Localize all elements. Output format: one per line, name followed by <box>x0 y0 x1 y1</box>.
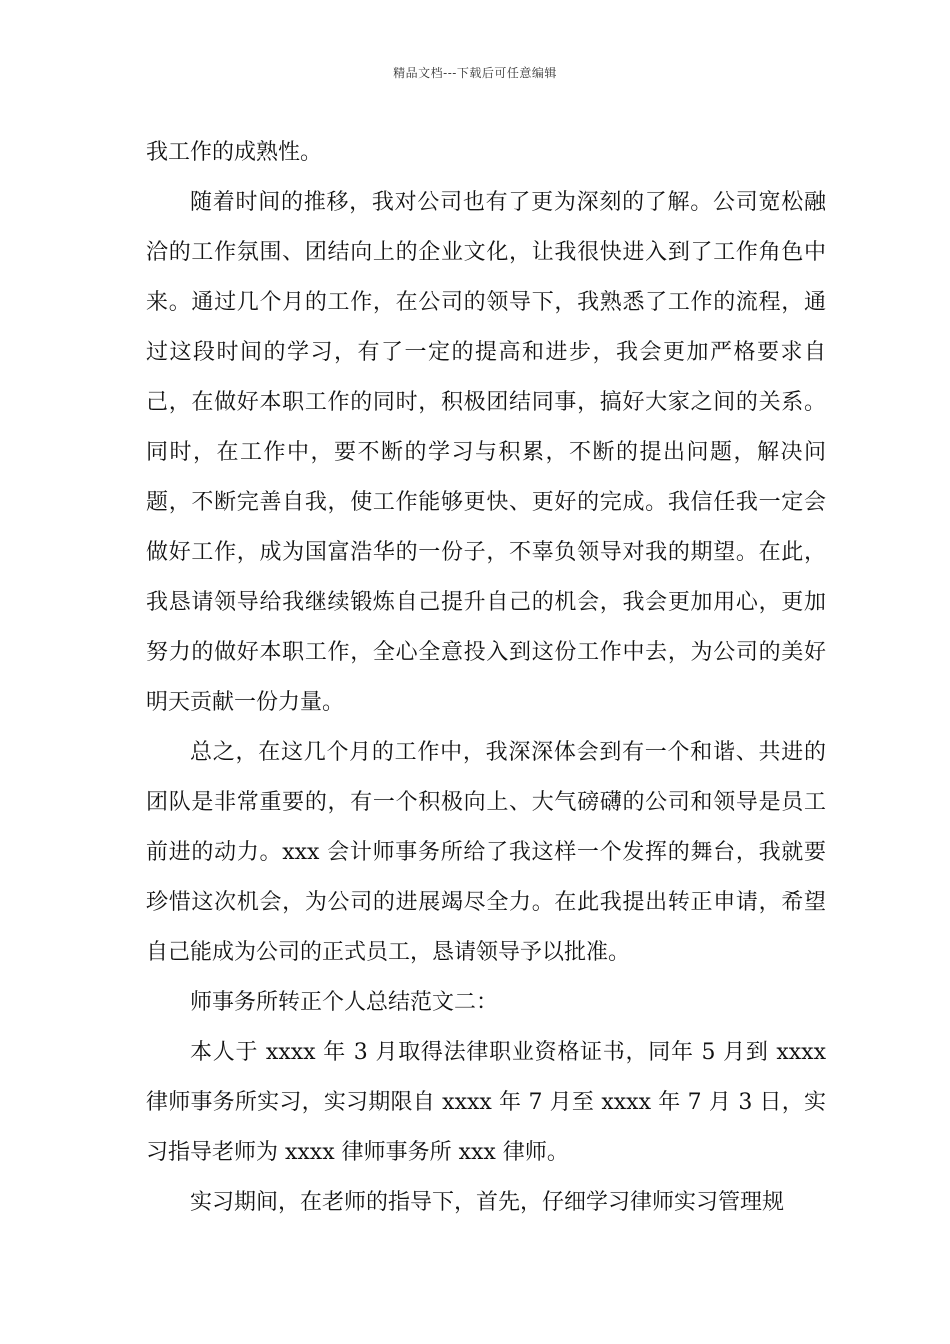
paragraph-4: 本人于 xxxx 年 3 月取得法律职业资格证书，同年 5 月到 xxxx 律师事务所实习，实习期限自 xxxx 年 7 月至 xxxx 年 7 月 3 日，实习指导老师为 xxxx 律师事务所 xxx 律师。 <box>146 1040 826 1165</box>
paragraph-3: 总之，在这几个月的工作中，我深深体会到有一个和谐、共进的团队是非常重要的，有一个积极向上、大气磅礴的公司和领导是员工前进的动力。xxx 会计师事务所给了我这样一个发挥的舞台，我就要珍惜这次机会，为公司的进展竭尽全力。在此我提出转正申请，希望自己能成为公司的正式员工，恳请领导予以批准。 <box>146 740 826 965</box>
section-heading: 师事务所转正个人总结范文二： <box>190 990 499 1015</box>
paragraph-5: 实习期间，在老师的指导下，首先，仔细学习律师实习管理规 <box>190 1190 785 1215</box>
document-body <box>146 128 826 1228</box>
paragraph-1: 我工作的成熟性。 <box>146 140 323 165</box>
paragraph-2: 随着时间的推移，我对公司也有了更为深刻的了解。公司宽松融洽的工作氛围、团结向上的企业文化，让我很快进入到了工作角色中来。通过几个月的工作，在公司的领导下，我熟悉了工作的流程，通过这段时间的学习，有了一定的提高和进步，我会更加严格要求自己，在做好本职工作的同时，积极团结同事，搞好大家之间的关系。同时，在工作中，要不断的学习与积累，不断的提出问题，解决问题，不断完善自我，使工作能够更快、更好的完成。我信任我一定会做好工作，成为国富浩华的一份子，不辜负领导对我的期望。在此，我恳请领导给我继续锻炼自己提升自己的机会，我会更加用心，更加努力的做好本职工作，全心全意投入到这份工作中去，为公司的美好明天贡献一份力量。 <box>146 190 826 715</box>
page-header: 精品文档---下载后可任意编辑 <box>393 66 557 80</box>
